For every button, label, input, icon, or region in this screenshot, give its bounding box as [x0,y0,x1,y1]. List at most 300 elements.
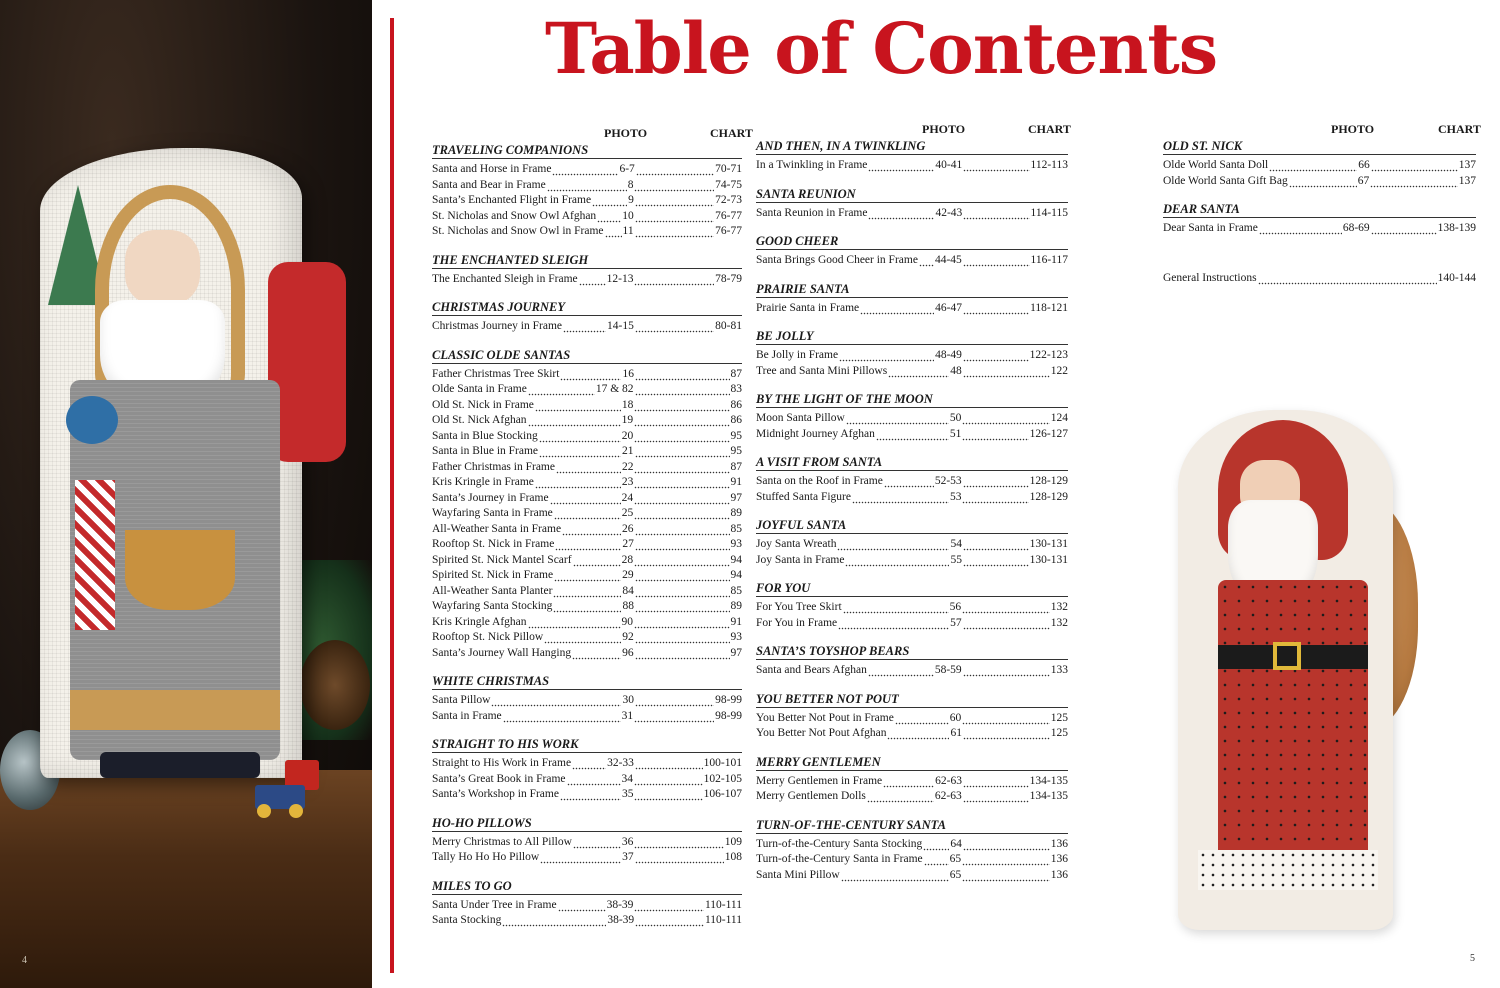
leader-dots [962,600,1050,616]
leader-dots [1370,174,1458,190]
leader-dots [867,789,934,805]
chart-page: 110-111 [704,914,742,926]
section-title: FOR YOU [756,580,1068,597]
photo-page: 84 [622,584,634,597]
leader-dots [895,711,949,727]
leader-dots [1258,271,1437,287]
photo-page: 18 [621,398,634,411]
leader-dots [635,444,730,460]
toc-entry[interactable] [432,460,742,476]
leader-dots [843,600,949,616]
toc-section [432,673,742,724]
photo-page: 9 [628,194,634,206]
entry-title: Santa and Bear in Frame [432,178,546,191]
toc-section [756,186,1068,222]
leader-dots [634,429,729,445]
chart-page: 132 [1050,616,1068,629]
entry-title: Midnight Journey Afghan [756,427,875,440]
chart-column-header: CHART [1028,122,1071,136]
leader-dots [528,615,621,631]
section-title: CHRISTMAS JOURNEY [432,299,742,316]
leader-dots [963,206,1029,222]
chart-page: 94 [730,553,742,566]
entry-title: Santa’s Workshop in Frame [432,788,559,800]
blue-mitten [66,396,118,444]
photo-page: 62-63 [935,774,962,787]
photo-page: 14-15 [607,320,634,332]
entry-title: You Better Not Pout Afghan [756,727,887,739]
entry-title: St. Nicholas and Snow Owl Afghan [432,209,597,222]
photo-page: 57 [950,616,962,629]
chart-page: 125 [1050,727,1068,739]
leader-dots [634,898,704,914]
entry-title: Santa Under Tree in Frame [432,898,557,911]
leader-dots [502,913,606,929]
photo-page: 66 [1358,159,1370,171]
section-title: JOYFUL SANTA [756,517,1068,534]
toc-entry[interactable] [756,774,1068,790]
section-title: YOU BETTER NOT POUT [756,691,1068,708]
leader-dots [845,553,949,569]
chart-page: 70-71 [715,163,742,175]
toc-entry[interactable] [756,852,1068,868]
leader-dots [962,411,1049,427]
toc-entry[interactable] [432,584,742,600]
toc-list [756,138,1068,883]
photo-page: 6-7 [619,163,635,175]
photo-page: 52-53 [934,475,962,487]
entry-title: Christmas Journey in Frame [432,320,562,332]
photo-page: 53 [949,490,962,503]
toc-entry[interactable] [432,646,742,662]
section-title: SANTA’S TOYSHOP BEARS [756,643,1068,660]
photo-page: 58-59 [934,664,962,676]
photo-page: 38-39 [606,898,634,911]
section-title: PRAIRIE SANTA [756,281,1068,298]
leader-dots [634,475,729,491]
toc-entry[interactable] [756,789,1068,805]
chart-page: 137 [1458,174,1476,187]
toc-entry[interactable] [756,348,1068,364]
entry-title: For You in Frame [756,616,838,629]
leader-dots [962,852,1050,868]
toc-section [1163,201,1476,237]
leader-dots [573,835,621,851]
leader-dots [837,537,949,553]
leader-dots [963,537,1029,553]
entry-title: Straight to His Work in Frame [432,757,572,769]
photo-page: 46-47 [935,301,962,314]
leader-dots [605,224,622,240]
toc-entry[interactable] [756,427,1068,443]
photo-column-header: PHOTO [1331,122,1375,136]
leader-dots [963,774,1029,790]
chart-page: 134-135 [1029,774,1068,787]
toc-entry[interactable] [756,663,1068,679]
leader-dots [876,427,949,443]
santa-face [125,230,200,305]
toc-section [756,233,1068,269]
leader-dots [852,490,949,506]
toc-entry[interactable] [1163,271,1476,287]
entry-title: Rooftop St. Nick Pillow [432,631,544,643]
leader-dots [963,364,1050,380]
photo-page: 19 [621,414,634,426]
toc-entry[interactable] [432,224,742,240]
toc-entry[interactable] [432,162,742,178]
entry-title: Tally Ho Ho Ho Pillow [432,851,540,863]
santa-boots [100,752,260,778]
section-title: HO-HO PILLOWS [432,815,742,832]
leader-dots [635,224,715,240]
photo-page: 22 [621,460,634,473]
entry-title: Santa in Frame [432,709,502,722]
chart-page: 89 [730,507,742,519]
photo-page: 62-63 [934,790,962,802]
toc-entry[interactable] [432,913,742,929]
chart-page: 97 [730,491,742,504]
toc-entry[interactable] [432,772,742,788]
leader-dots [868,663,934,679]
toc-entry[interactable] [756,837,1068,853]
chart-page: 118-121 [1030,301,1068,314]
photo-page: 67 [1357,174,1370,187]
leader-dots [634,787,702,803]
toy-train [255,760,345,820]
leader-dots [962,711,1049,727]
chart-page: 85 [730,522,742,535]
entry-title: Joy Santa Wreath [756,538,837,550]
toc-entry[interactable] [756,726,1068,742]
leader-dots [558,898,606,914]
leader-dots [539,429,621,445]
entry-title: Santa Pillow [432,694,491,706]
chart-page: 91 [730,476,742,488]
leader-dots [553,599,621,615]
toc-entry[interactable] [432,193,742,209]
toc-entry[interactable] [1163,158,1476,174]
photo-page: 8 [627,178,634,191]
chart-page: 137 [1458,159,1476,171]
leader-dots [887,726,949,742]
photo-page: 29 [622,569,634,581]
leader-dots [963,348,1029,364]
chart-page: 116-117 [1030,254,1068,266]
chart-page: 124 [1050,412,1068,424]
page-number-left: 4 [22,955,27,966]
photo-page: 23 [621,476,634,488]
toc-section [1163,271,1476,287]
entry-title: For You Tree Skirt [756,601,842,613]
chart-page: 134-135 [1029,790,1068,802]
chart-page: 95 [730,445,742,457]
chart-page: 102-105 [703,772,742,785]
toc-entry[interactable] [432,382,742,398]
entry-title: Father Christmas in Frame [432,460,555,473]
toc-entry[interactable] [432,553,742,569]
leader-dots [528,382,595,398]
leader-dots [963,553,1029,569]
leader-dots [868,158,934,174]
photo-page: 26 [622,522,634,535]
section-title: BE JOLLY [756,328,1068,345]
leader-dots [540,850,621,866]
chart-page: 122 [1050,364,1068,377]
section-title: A VISIT FROM SANTA [756,454,1068,471]
toc-entry[interactable] [756,537,1068,553]
toc-entry[interactable] [432,475,742,491]
toc-entry[interactable] [432,709,742,725]
chart-page: 106-107 [703,788,742,800]
entry-title: Merry Gentlemen in Frame [756,774,883,787]
leader-dots [634,272,714,288]
photo-page: 21 [622,445,634,457]
toc-entry[interactable] [432,756,742,772]
entry-title: Santa’s Great Book in Frame [432,772,566,785]
photo-page: 25 [621,507,634,519]
robe-trim [70,690,280,730]
toc-entry[interactable] [432,850,742,866]
leader-dots [635,537,730,553]
toc-entry[interactable] [756,301,1068,317]
toc-entry[interactable] [756,600,1068,616]
leader-dots [562,522,621,538]
toc-section [432,736,742,803]
pinecone [300,640,370,730]
chart-column-header: CHART [1438,122,1481,136]
photo-page: 16 [622,367,634,380]
leader-dots [884,474,934,490]
photo-column-header: PHOTO [604,126,648,140]
photo-page: 48-49 [935,349,962,361]
leader-dots [634,398,729,414]
toc-entry[interactable] [432,599,742,615]
chart-page: 78-79 [715,272,742,285]
section-title: TURN-OF-THE-CENTURY SANTA [756,817,1068,834]
entry-title: Santa and Horse in Frame [432,163,552,175]
toc-entry[interactable] [432,787,742,803]
photo-page: 92 [622,631,634,643]
chart-page: 87 [730,367,742,380]
chart-page: 72-73 [715,194,742,206]
chart-page: 136 [1050,837,1068,850]
chart-page: 98-99 [715,709,742,722]
chart-page: 125 [1050,711,1068,724]
entry-title: Rooftop St. Nick in Frame [432,538,555,550]
toc-entry[interactable] [432,537,742,553]
toc-entry[interactable] [432,413,742,429]
photo-page: 24 [621,491,634,504]
entry-title: Olde World Santa Gift Bag [1163,174,1288,187]
toc-section [432,299,742,335]
leader-dots [528,413,621,429]
leader-dots [634,772,703,788]
toc-entry[interactable] [756,490,1068,506]
entry-title: Turn-of-the-Century Santa in Frame [756,853,923,865]
toc-entry[interactable] [432,898,742,914]
toc-entry[interactable] [432,319,742,335]
photo-page: 30 [622,694,634,706]
toc-entry[interactable] [756,868,1068,884]
toc-entry[interactable] [756,553,1068,569]
toc-entry[interactable] [756,616,1068,632]
leader-dots [634,553,729,569]
chart-page: 97 [730,646,742,659]
leader-dots [634,413,729,429]
red-divider-rule [390,18,394,973]
entry-title: Santa’s Journey Wall Hanging [432,646,572,659]
toc-entry[interactable] [756,253,1068,269]
toc-entry[interactable] [432,568,742,584]
toc-entry[interactable] [756,411,1068,427]
toc-section [756,391,1068,442]
leader-dots [838,616,949,632]
leader-dots [635,756,703,772]
leader-dots [572,756,606,772]
entry-title: Father Christmas Tree Skirt [432,367,560,380]
entry-title: Old St. Nick in Frame [432,398,534,411]
leader-dots [635,913,704,929]
leader-dots [635,693,714,709]
toc-entry[interactable] [432,615,742,631]
entry-title: Wayfaring Santa in Frame [432,507,553,519]
toc-entry[interactable] [432,835,742,851]
photo-page: 88 [622,600,634,612]
entry-title: Joy Santa in Frame [756,553,845,566]
entry-title: Tree and Santa Mini Pillows [756,364,888,377]
leader-dots [572,646,621,662]
leader-dots [860,301,934,317]
photo-page: 36 [621,835,634,848]
basket [125,530,235,610]
section-title: DEAR SANTA [1163,201,1476,218]
chart-page: 114-115 [1030,206,1068,219]
toc-entry[interactable] [432,630,742,646]
leader-dots [635,209,714,225]
entry-title: Santa Brings Good Cheer in Frame [756,254,918,266]
photo-page: 50 [949,412,962,424]
chart-page: 136 [1050,868,1068,881]
leader-dots [635,319,714,335]
leader-dots [1371,158,1458,174]
leader-dots [560,787,621,803]
entry-title: Santa on the Roof in Frame [756,475,883,487]
leader-dots [841,868,949,884]
toc-entry[interactable] [756,158,1068,174]
toc-entry[interactable] [432,178,742,194]
photo-page: 31 [621,709,634,722]
chart-page: 122-123 [1029,349,1068,361]
leader-dots [547,178,627,194]
leader-dots [924,852,949,868]
toc-section [756,754,1068,805]
leader-dots [635,599,730,615]
leader-dots [1371,221,1437,237]
toc-entry[interactable] [432,506,742,522]
entry-title: Santa Reunion in Frame [756,206,868,219]
photo-page: 60 [949,711,962,724]
toc-entry[interactable] [432,272,742,288]
chart-page: 86 [730,398,742,411]
toc-entry[interactable] [432,398,742,414]
leader-dots [923,837,949,853]
entry-title: Spirited St. Nick Mantel Scarf [432,553,572,566]
cover-photo-santa-pillow [0,0,372,988]
chart-page: 86 [730,414,742,426]
photo-page: 34 [621,772,634,785]
chart-page: 128-129 [1029,475,1068,487]
toc-list [432,142,742,929]
chart-page: 74-75 [715,178,742,191]
toc-entry[interactable] [432,491,742,507]
section-title: GOOD CHEER [756,233,1068,250]
toc-entry[interactable] [432,522,742,538]
leader-dots [883,774,934,790]
leader-dots [635,646,730,662]
entry-title: In a Twinkling in Frame [756,159,868,171]
entry-title: Santa’s Journey in Frame [432,491,549,504]
leader-dots [846,411,949,427]
chart-page: 110-111 [704,898,742,911]
toc-entry[interactable] [432,429,742,445]
entry-title: St. Nicholas and Snow Owl in Frame [432,225,604,237]
chart-page: 138-139 [1437,222,1476,234]
section-title: CLASSIC OLDE SANTAS [432,347,742,364]
leader-dots [1269,158,1357,174]
toc-entry[interactable] [756,206,1068,222]
page-title: Table of Contents [545,7,1218,90]
toc-entry[interactable] [432,209,742,225]
entry-title: General Instructions [1163,271,1257,284]
leader-dots [573,553,621,569]
entry-title: Merry Christmas to All Pillow [432,835,572,848]
chart-page: 133 [1050,664,1068,676]
toc-section [432,815,742,866]
entry-title: Be Jolly in Frame [756,349,839,361]
toc-entry[interactable] [432,693,742,709]
entry-title: Merry Gentlemen Dolls [756,790,866,802]
toc-entry[interactable] [432,367,742,383]
photo-page: 32-33 [607,757,634,769]
toc-entry[interactable] [756,474,1068,490]
toc-section [756,454,1068,505]
toc-section [756,517,1068,568]
toc-entry[interactable] [756,711,1068,727]
leader-dots [919,253,934,269]
section-title: OLD ST. NICK [1163,138,1476,155]
photo-page: 38-39 [607,914,635,926]
photo-page: 55 [950,553,962,566]
leader-dots [635,193,714,209]
toc-section [756,817,1068,884]
toc-entry[interactable] [1163,174,1476,190]
toc-section [756,281,1068,317]
leader-dots [544,630,621,646]
leader-dots [963,837,1050,853]
toc-entry[interactable] [1163,221,1476,237]
entry-title: Prairie Santa in Frame [756,301,860,314]
toc-entry[interactable] [432,444,742,460]
toc-entry[interactable] [756,364,1068,380]
leader-dots [963,474,1029,490]
chart-page: 95 [730,429,742,442]
robe-hem [1198,850,1378,890]
photo-page: 37 [622,851,634,863]
photo-page: 65 [949,853,962,865]
toc-section [756,328,1068,379]
section-title: THE ENCHANTED SLEIGH [432,252,742,269]
chart-page: 91 [730,615,742,628]
